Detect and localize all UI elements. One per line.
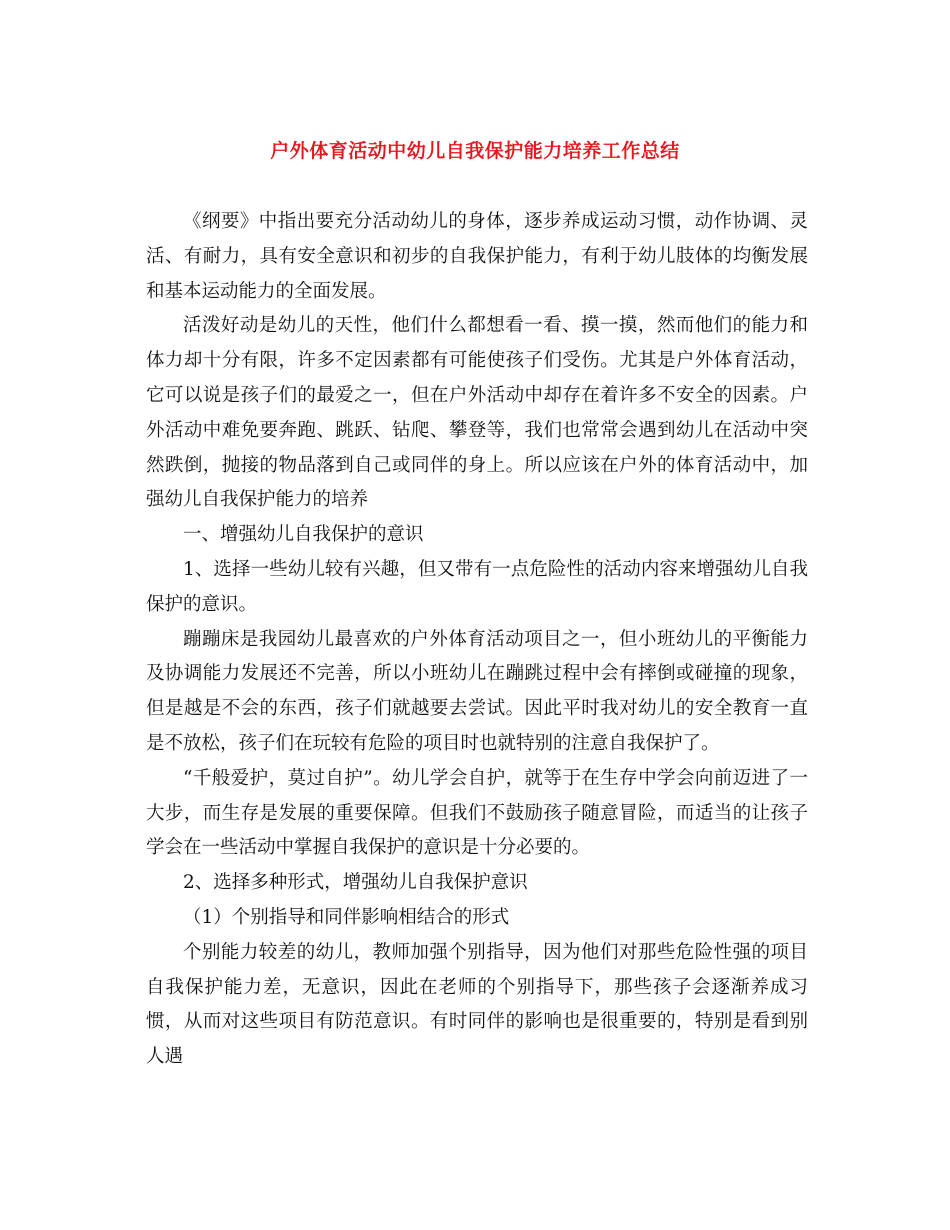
paragraph: 蹦蹦床是我园幼儿最喜欢的户外体育活动项目之一，但小班幼儿的平衡能力及协调能力发展还不完善，所以小班幼儿在蹦跳过程中会有摔倒或碰撞的现象，但是越是不会的东西，孩子们就越要去尝试。因此平时我对幼儿的安全教育一直是不放松，孩子们在玩较有危险的项目时也就特别的注意自我保护了。 xyxy=(146,628,808,754)
subsection-heading: 2、选择多种形式，增强幼儿自我保护意识 xyxy=(183,872,528,894)
paragraph: 个别能力较差的幼儿，教师加强个别指导，因为他们对那些危险性强的项目自我保护能力差，无意识，因此在老师的个别指导下，那些孩子会逐渐养成习惯，从而对这些项目有防范意识。有时同伴的影响也是很重要的，特别是看到别人遇 xyxy=(146,941,808,1068)
section-heading: 一、增强幼儿自我保护的意识 xyxy=(183,524,424,546)
subsection-heading: （1）个别指导和同伴影响相结合的形式 xyxy=(183,906,510,928)
paragraph: 《纲要》中指出要充分活动幼儿的身体，逐步养成运动习惯，动作协调、灵活、有耐力，具有安全意识和初步的自我保护能力，有利于幼儿肢体的均衡发展和基本运动能力的全面发展。 xyxy=(146,211,808,302)
paragraph: 活泼好动是幼儿的天性，他们什么都想看一看、摸一摸，然而他们的能力和体力却十分有限，许多不定因素都有可能使孩子们受伤。尤其是户外体育活动，它可以说是孩子们的最爱之一，但在户外活动中却存在着许多不安全的因素。户外活动中难免要奔跑、跳跃、钻爬、攀登等，我们也常常会遇到幼儿在活动中突然跌倒，抛接的物品落到自己或同伴的身上。所以应该在户外的体育活动中，加强幼儿自我保护能力的培养 xyxy=(146,315,808,511)
subsection-heading: 1、选择一些幼儿较有兴趣，但又带有一点危险性的活动内容来增强幼儿自我保护的意识。 xyxy=(146,558,808,615)
paragraph: “千般爱护，莫过自护”。幼儿学会自护，就等于在生存中学会向前迈进了一大步，而生存是发展的重要保障。但我们不鼓励孩子随意冒险，而适当的让孩子学会在一些活动中掌握自我保护的意识是十分必要的。 xyxy=(146,767,808,859)
document-body xyxy=(146,205,808,1075)
document-title: 户外体育活动中幼儿自我保护能力培养工作总结 xyxy=(270,140,680,162)
